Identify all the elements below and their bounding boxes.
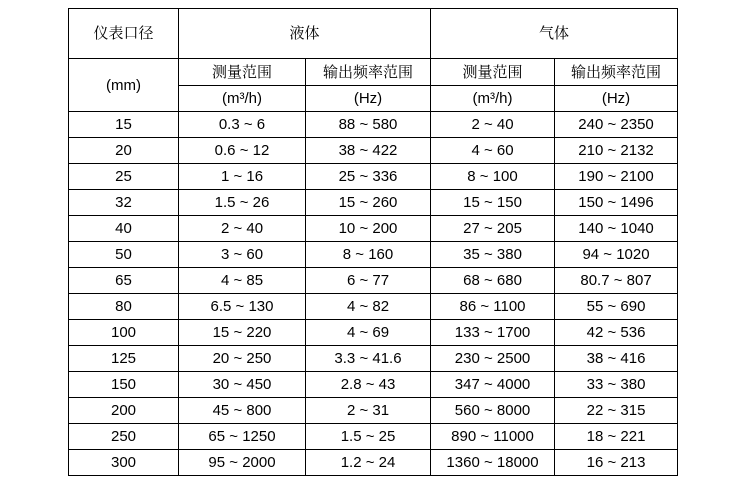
- cell-gas_freq: 42 ~ 536: [555, 320, 678, 346]
- cell-dn: 50: [69, 242, 179, 268]
- cell-dn: 65: [69, 268, 179, 294]
- cell-gas_freq: 210 ~ 2132: [555, 138, 678, 164]
- table-row: [69, 372, 678, 398]
- cell-gas_freq: 18 ~ 221: [555, 424, 678, 450]
- cell-gas_range: 347 ~ 4000: [431, 372, 555, 398]
- cell-liquid_freq: 15 ~ 260: [306, 190, 431, 216]
- table-row: [69, 346, 678, 372]
- cell-dn: 150: [69, 372, 179, 398]
- header-gas-group: 气体: [431, 9, 678, 59]
- header-liquid-freq-unit: (Hz): [306, 86, 431, 112]
- flowmeter-spec-table: [68, 8, 678, 476]
- cell-gas_freq: 240 ~ 2350: [555, 112, 678, 138]
- cell-gas_freq: 150 ~ 1496: [555, 190, 678, 216]
- cell-liquid_freq: 4 ~ 82: [306, 294, 431, 320]
- cell-gas_range: 8 ~ 100: [431, 164, 555, 190]
- cell-liquid_freq: 4 ~ 69: [306, 320, 431, 346]
- cell-gas_range: 133 ~ 1700: [431, 320, 555, 346]
- cell-gas_range: 68 ~ 680: [431, 268, 555, 294]
- cell-gas_freq: 38 ~ 416: [555, 346, 678, 372]
- table-row: [69, 268, 678, 294]
- cell-dn: 32: [69, 190, 179, 216]
- table-header: [69, 9, 678, 112]
- cell-liquid_range: 1.5 ~ 26: [179, 190, 306, 216]
- table-row: [69, 398, 678, 424]
- cell-liquid_freq: 1.5 ~ 25: [306, 424, 431, 450]
- cell-gas_freq: 190 ~ 2100: [555, 164, 678, 190]
- cell-liquid_freq: 2.8 ~ 43: [306, 372, 431, 398]
- cell-liquid_range: 0.6 ~ 12: [179, 138, 306, 164]
- cell-gas_freq: 80.7 ~ 807: [555, 268, 678, 294]
- cell-gas_freq: 55 ~ 690: [555, 294, 678, 320]
- cell-dn: 100: [69, 320, 179, 346]
- cell-liquid_range: 2 ~ 40: [179, 216, 306, 242]
- cell-liquid_freq: 8 ~ 160: [306, 242, 431, 268]
- header-diameter-unit: (mm): [69, 59, 179, 112]
- table-row: [69, 190, 678, 216]
- cell-liquid_range: 20 ~ 250: [179, 346, 306, 372]
- cell-liquid_freq: 6 ~ 77: [306, 268, 431, 294]
- header-liquid-output-freq-range: 输出频率范围: [306, 59, 431, 86]
- cell-liquid_freq: 3.3 ~ 41.6: [306, 346, 431, 372]
- cell-liquid_range: 30 ~ 450: [179, 372, 306, 398]
- cell-dn: 300: [69, 450, 179, 476]
- header-gas-output-freq-range: 输出频率范围: [555, 59, 678, 86]
- header-gas-flow-unit: (m³/h): [431, 86, 555, 112]
- cell-liquid_freq: 88 ~ 580: [306, 112, 431, 138]
- cell-gas_freq: 140 ~ 1040: [555, 216, 678, 242]
- cell-gas_range: 1360 ~ 18000: [431, 450, 555, 476]
- table-row: [69, 138, 678, 164]
- cell-gas_freq: 22 ~ 315: [555, 398, 678, 424]
- cell-liquid_range: 6.5 ~ 130: [179, 294, 306, 320]
- spec-table-body: [69, 112, 678, 476]
- table-row: [69, 242, 678, 268]
- cell-dn: 80: [69, 294, 179, 320]
- table-row: [69, 294, 678, 320]
- cell-gas_freq: 94 ~ 1020: [555, 242, 678, 268]
- cell-liquid_freq: 25 ~ 336: [306, 164, 431, 190]
- table-row: [69, 450, 678, 476]
- header-gas-measure-range: 测量范围: [431, 59, 555, 86]
- cell-gas_freq: 33 ~ 380: [555, 372, 678, 398]
- cell-liquid_freq: 1.2 ~ 24: [306, 450, 431, 476]
- cell-dn: 40: [69, 216, 179, 242]
- cell-liquid_range: 65 ~ 1250: [179, 424, 306, 450]
- table-row: [69, 164, 678, 190]
- cell-liquid_range: 0.3 ~ 6: [179, 112, 306, 138]
- cell-dn: 250: [69, 424, 179, 450]
- table-row: [69, 216, 678, 242]
- cell-dn: 200: [69, 398, 179, 424]
- header-diameter-label: 仪表口径: [69, 9, 179, 59]
- cell-gas_range: 15 ~ 150: [431, 190, 555, 216]
- table-row: [69, 112, 678, 138]
- cell-liquid_range: 1 ~ 16: [179, 164, 306, 190]
- header-liquid-measure-range: 测量范围: [179, 59, 306, 86]
- cell-gas_range: 2 ~ 40: [431, 112, 555, 138]
- cell-liquid_range: 15 ~ 220: [179, 320, 306, 346]
- header-liquid-group: 液体: [179, 9, 431, 59]
- cell-gas_freq: 16 ~ 213: [555, 450, 678, 476]
- cell-dn: 125: [69, 346, 179, 372]
- cell-gas_range: 560 ~ 8000: [431, 398, 555, 424]
- cell-liquid_range: 95 ~ 2000: [179, 450, 306, 476]
- cell-liquid_freq: 38 ~ 422: [306, 138, 431, 164]
- cell-dn: 15: [69, 112, 179, 138]
- table-row: [69, 424, 678, 450]
- cell-gas_range: 35 ~ 380: [431, 242, 555, 268]
- cell-gas_range: 890 ~ 11000: [431, 424, 555, 450]
- cell-liquid_range: 45 ~ 800: [179, 398, 306, 424]
- header-gas-freq-unit: (Hz): [555, 86, 678, 112]
- table-row: [69, 320, 678, 346]
- header-liquid-flow-unit: (m³/h): [179, 86, 306, 112]
- cell-gas_range: 230 ~ 2500: [431, 346, 555, 372]
- cell-gas_range: 4 ~ 60: [431, 138, 555, 164]
- cell-gas_range: 27 ~ 205: [431, 216, 555, 242]
- cell-dn: 20: [69, 138, 179, 164]
- cell-liquid_freq: 10 ~ 200: [306, 216, 431, 242]
- cell-dn: 25: [69, 164, 179, 190]
- cell-liquid_range: 3 ~ 60: [179, 242, 306, 268]
- header-row-subtitles: [69, 59, 678, 86]
- cell-gas_range: 86 ~ 1100: [431, 294, 555, 320]
- cell-liquid_freq: 2 ~ 31: [306, 398, 431, 424]
- header-row-groups: [69, 9, 678, 59]
- cell-liquid_range: 4 ~ 85: [179, 268, 306, 294]
